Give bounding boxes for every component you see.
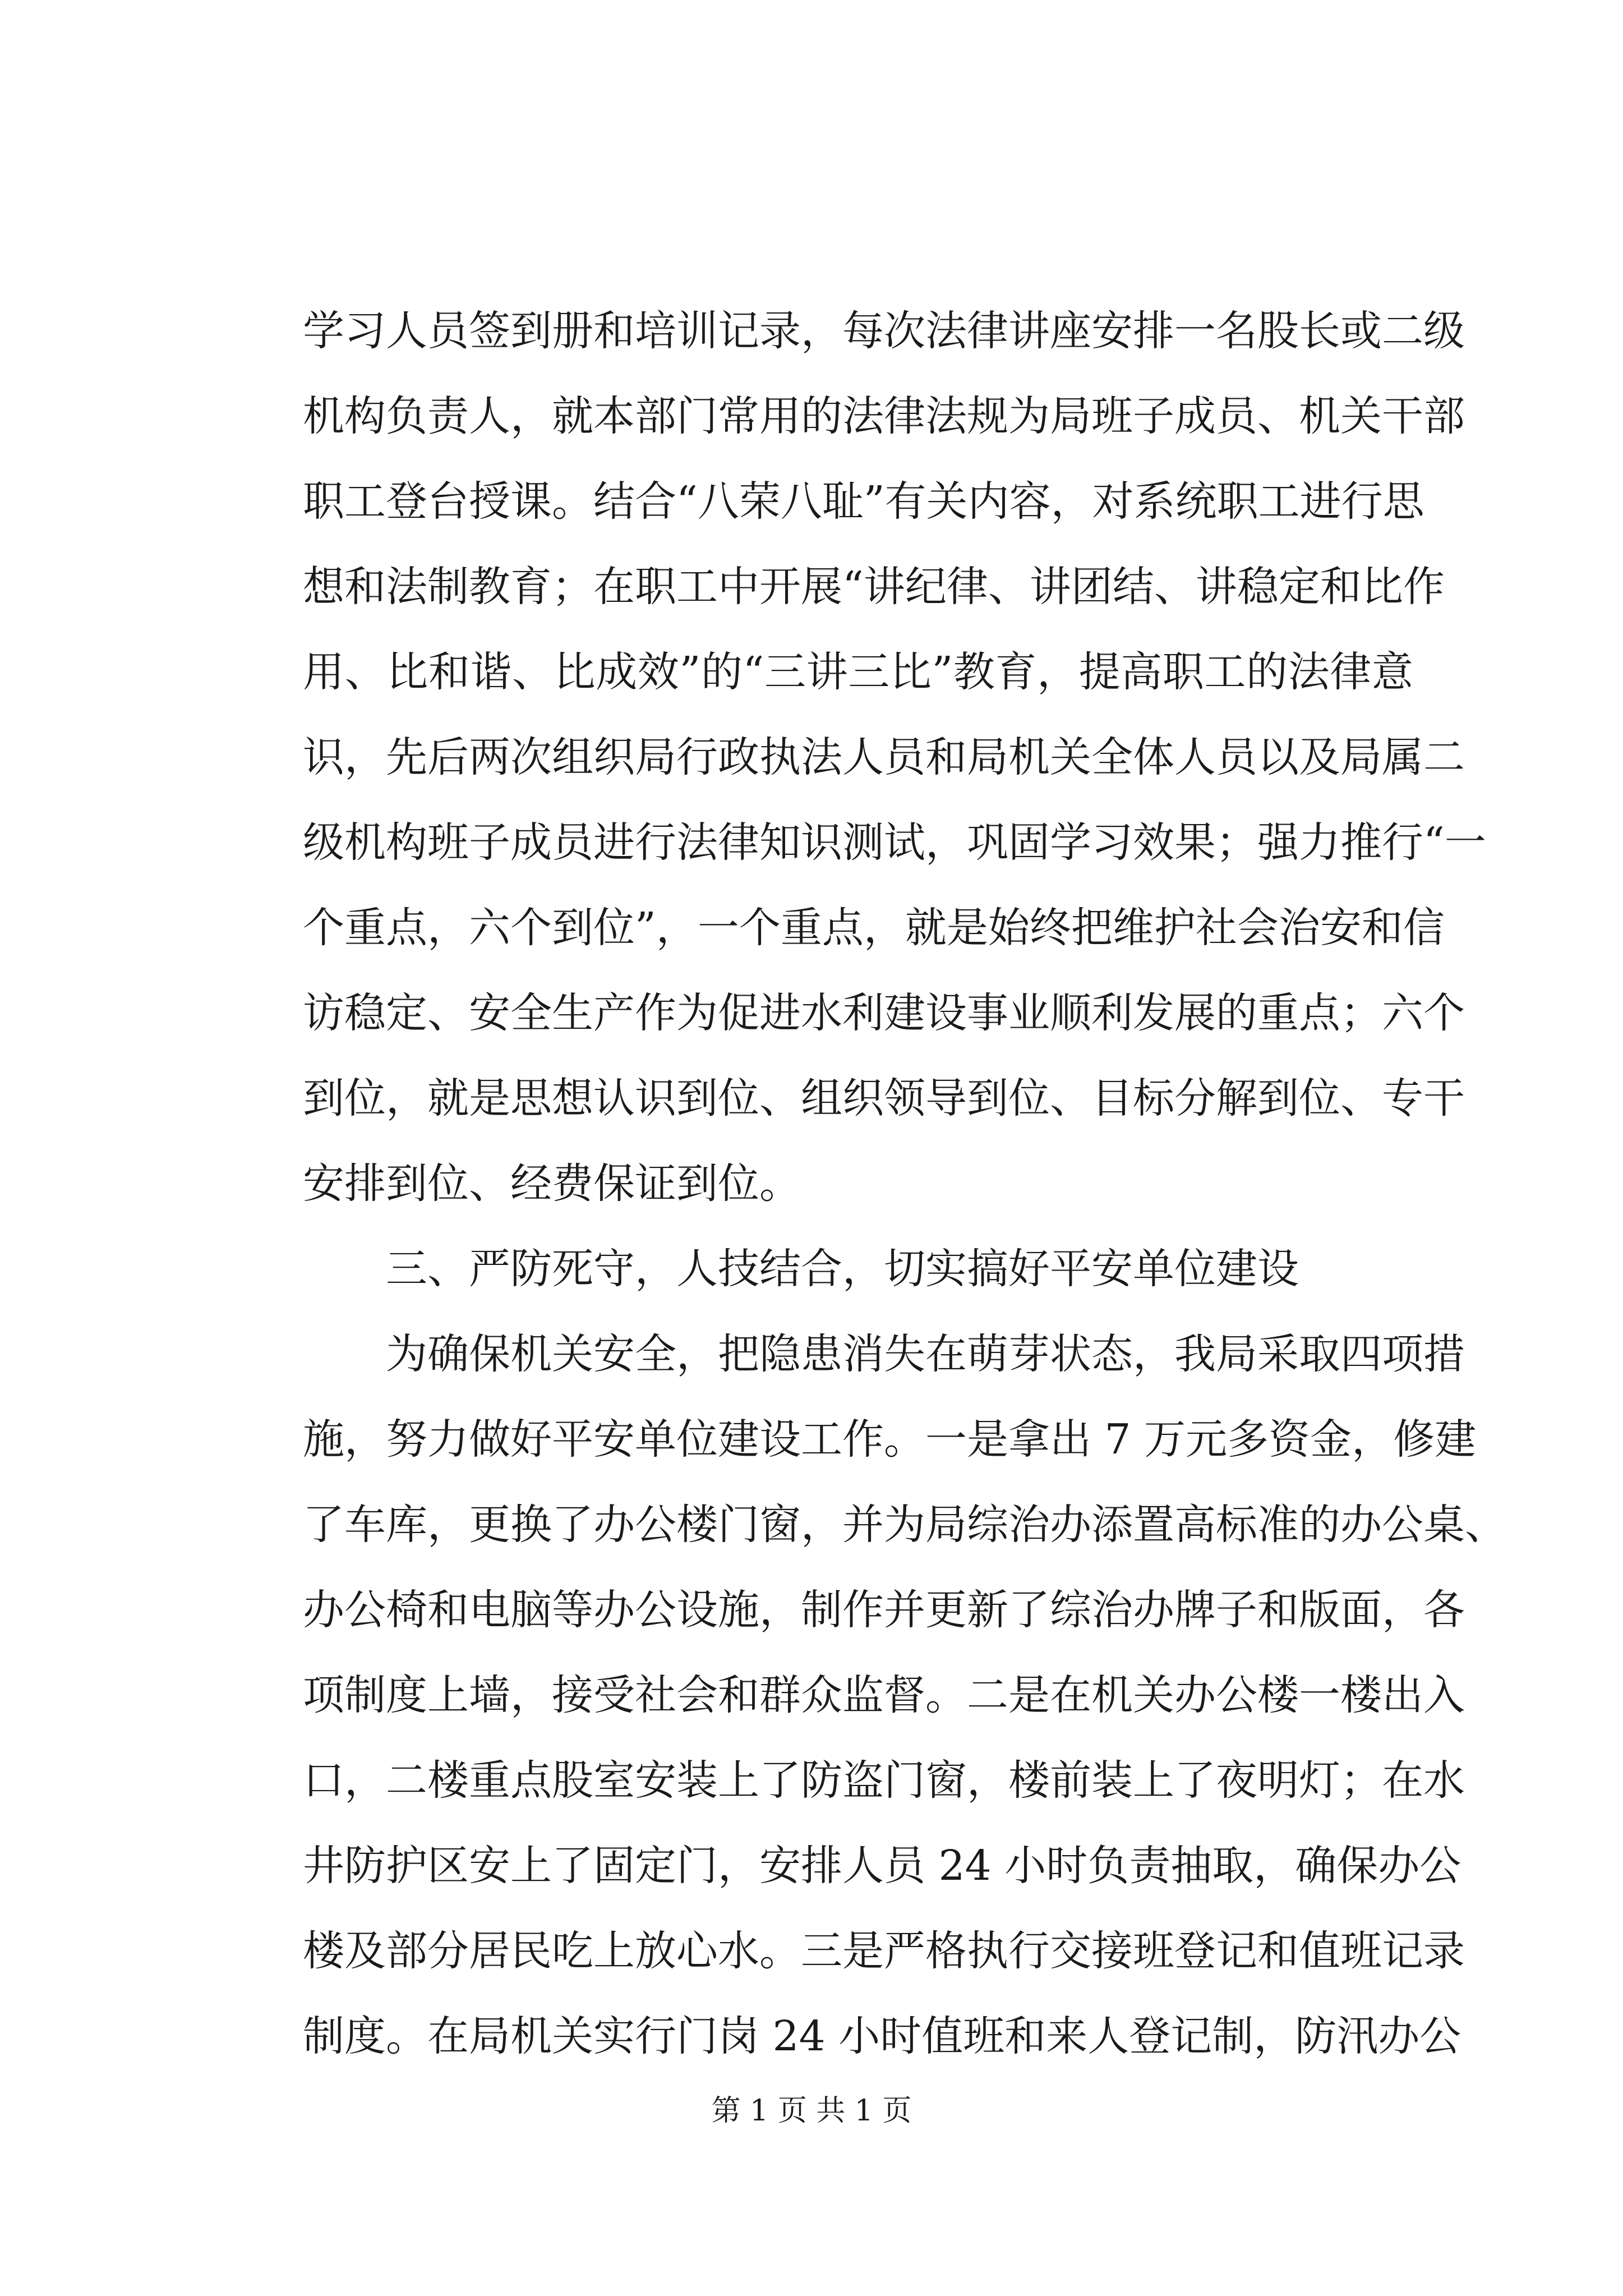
page-footer (0, 2091, 1623, 2131)
document-body (303, 288, 1506, 2079)
paragraph-line: 项制度上墙，接受社会和群众监督。二是在机关办公楼一楼出入 (303, 1671, 1465, 1719)
paragraph-line: 安排到位、经费保证到位。 (303, 1159, 801, 1208)
paragraph-line: 想和法制教育；在职工中开展“讲纪律、讲团结、讲稳定和比作 (303, 563, 1445, 611)
paragraph-line: 用、比和谐、比成效”的“三讲三比”教育，提高职工的法律意 (303, 648, 1413, 696)
paragraph-line: 级机构班子成员进行法律知识测试，巩固学习效果；强力推行“一 (303, 818, 1486, 867)
paragraph-line: 学习人员签到册和培训记录，每次法律讲座安排一名股长或二级 (303, 307, 1465, 355)
paragraph-line: 识，先后两次组织局行政执法人员和局机关全体人员以及局属二 (303, 733, 1465, 781)
paragraph-line: 井防护区安上了固定门，安排人员 24 小时负责抽取，确保办公 (303, 1842, 1461, 1890)
paragraph-line: 职工登台授课。结合“八荣八耻”有关内容，对系统职工进行思 (303, 477, 1424, 526)
paragraph-line: 为确保机关安全，把隐患消失在萌芽状态，我局采取四项措 (386, 1330, 1465, 1378)
paragraph-line: 访稳定、安全生产作为促进水利建设事业顺利发展的重点；六个 (303, 989, 1465, 1037)
paragraph-line: 个重点，六个到位”，一个重点，就是始终把维护社会治安和信 (303, 904, 1445, 952)
paragraph-line: 到位，就是思想认识到位、组织领导到位、目标分解到位、专干 (303, 1074, 1465, 1122)
paragraph-line: 制度。在局机关实行门岗 24 小时值班和来人登记制，防汛办公 (303, 2012, 1461, 2060)
paragraph-line: 楼及部分居民吃上放心水。三是严格执行交接班登记和值班记录 (303, 1927, 1465, 1975)
paragraph-line: 口，二楼重点股室安装上了防盗门窗，楼前装上了夜明灯；在水 (303, 1756, 1465, 1805)
paragraph-line: 机构负责人，就本部门常用的法律法规为局班子成员、机关干部 (303, 392, 1465, 440)
section-heading: 三、严防死守，人技结合，切实搞好平安单位建设 (386, 1245, 1299, 1293)
paragraph-line: 施，努力做好平安单位建设工作。一是拿出 7 万元多资金，修建 (303, 1415, 1477, 1464)
paragraph-line: 办公椅和电脑等办公设施，制作并更新了综治办牌子和版面，各 (303, 1586, 1465, 1634)
paragraph-line: 了车库，更换了办公楼门窗，并为局综治办添置高标准的办公桌、 (303, 1501, 1506, 1549)
page-number-label: 第 1 页 共 1 页 (711, 2094, 912, 2128)
